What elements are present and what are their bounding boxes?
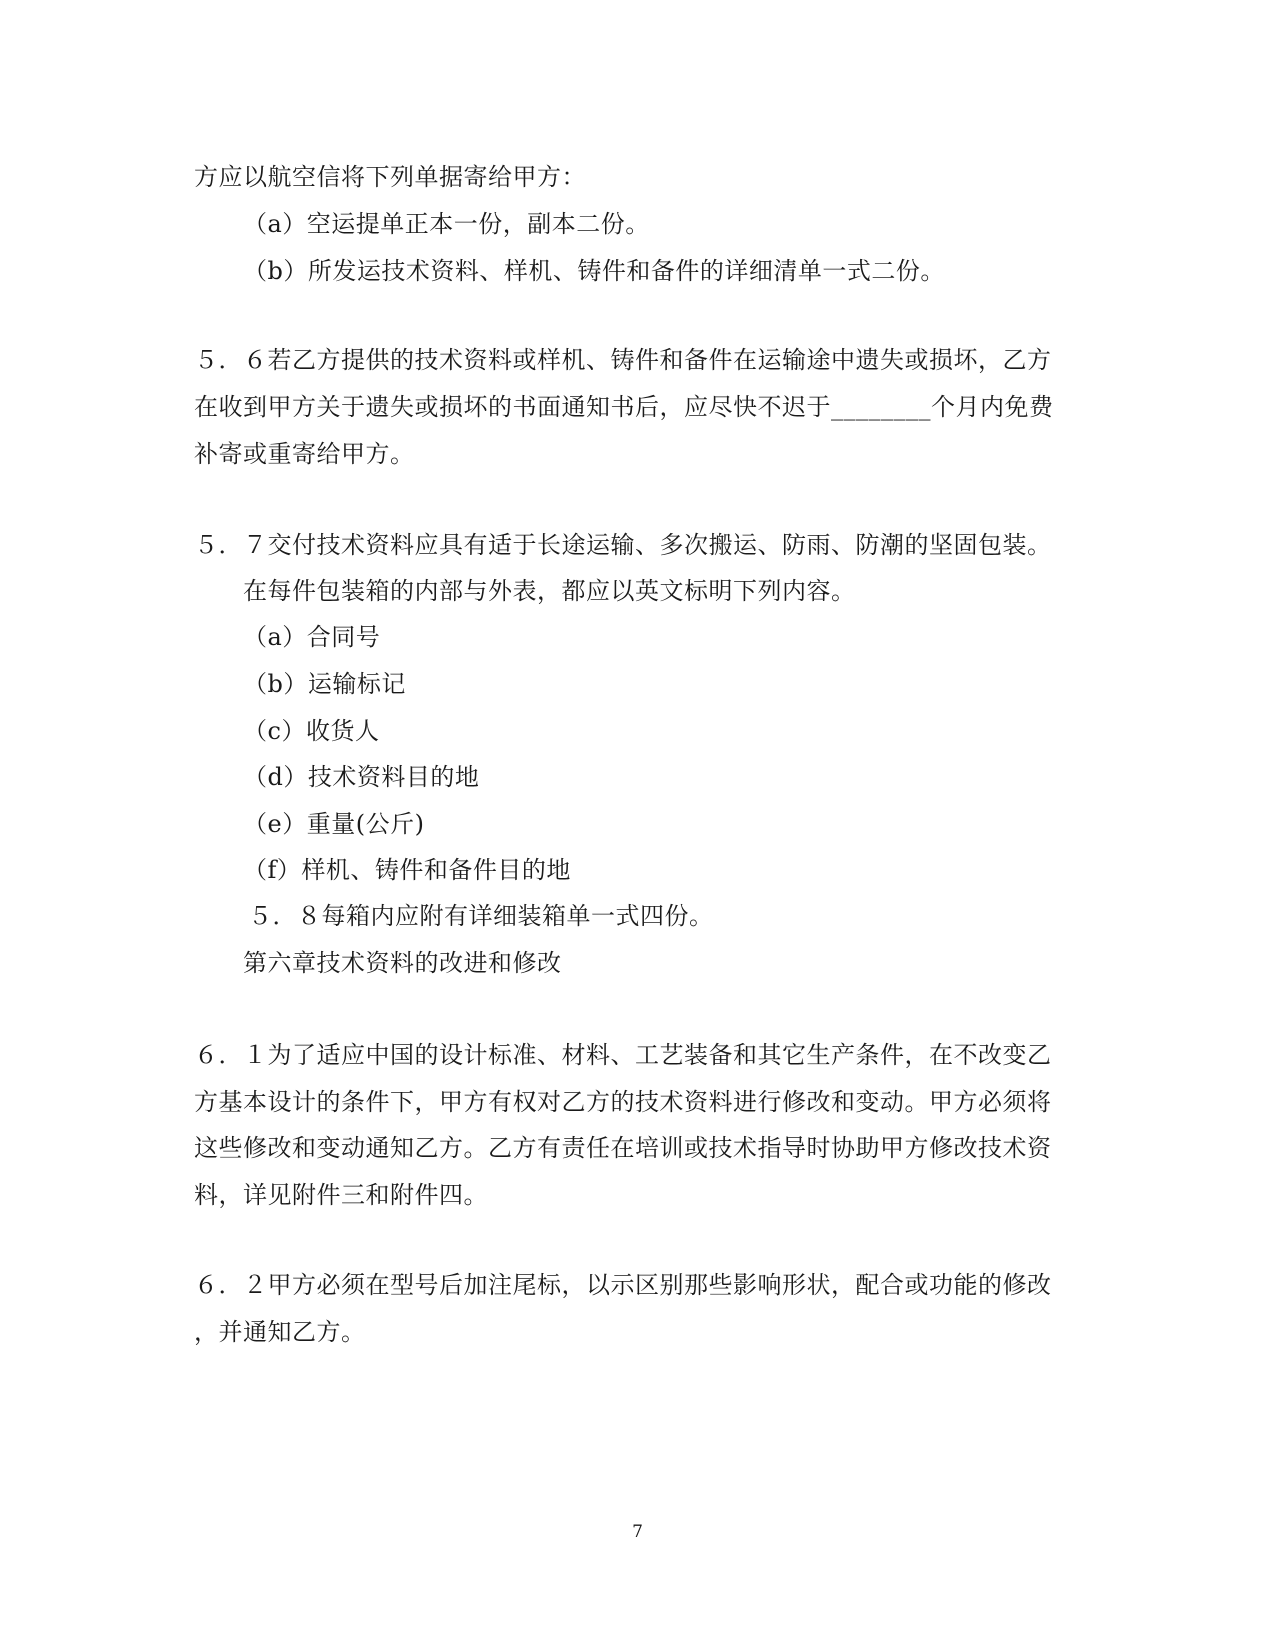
clause-5-8-line: ５．８每箱内应附有详细装箱单一式四份。 bbox=[248, 902, 714, 930]
clause-6-1-line: ６．１为了适应中国的设计标准、材料、工艺装备和其它生产条件，在不改变乙 bbox=[194, 1041, 1052, 1069]
clause-6-1-line: 这些修改和变动通知乙方。乙方有责任在培训或技术指导时协助甲方修改技术资 bbox=[194, 1134, 1052, 1162]
list-item-b: （b）运输标记 bbox=[243, 670, 406, 698]
clause-6-1-line: 方基本设计的条件下，甲方有权对乙方的技术资料进行修改和变动。甲方必须将 bbox=[194, 1088, 1052, 1116]
page-number: 7 bbox=[632, 1522, 643, 1542]
list-item-a: （a）合同号 bbox=[243, 623, 381, 651]
list-item-a: （a）空运提单正本一份，副本二份。 bbox=[243, 210, 650, 238]
clause-6-2-line: ６．２甲方必须在型号后加注尾标，以示区别那些影响形状，配合或功能的修改 bbox=[194, 1271, 1052, 1299]
clause-5-7-line: 在每件包装箱的内部与外表，都应以英文标明下列内容。 bbox=[243, 577, 856, 605]
clause-5-6-line: ５．６若乙方提供的技术资料或样机、铸件和备件在运输途中遗失或损坏，乙方 bbox=[194, 346, 1052, 374]
clause-6-1-line: 料，详见附件三和附件四。 bbox=[194, 1181, 488, 1209]
list-item-b: （b）所发运技术资料、样机、铸件和备件的详细清单一式二份。 bbox=[243, 257, 945, 285]
clause-5-7-line: ５．７交付技术资料应具有适于长途运输、多次搬运、防雨、防潮的坚固包装。 bbox=[194, 531, 1052, 559]
list-item-c: （c）收货人 bbox=[243, 717, 380, 745]
chapter-heading: 第六章技术资料的改进和修改 bbox=[243, 949, 562, 977]
list-item-d: （d）技术资料目的地 bbox=[243, 763, 480, 791]
clause-5-6-line: 在收到甲方关于遗失或损坏的书面通知书后，应尽快不迟于________个月内免费 bbox=[194, 393, 1054, 421]
clause-5-6-line: 补寄或重寄给甲方。 bbox=[194, 440, 415, 468]
text-line: 方应以航空信将下列单据寄给甲方： bbox=[194, 163, 586, 191]
list-item-f: （f）样机、铸件和备件目的地 bbox=[243, 856, 571, 884]
list-item-e: （e）重量(公斤) bbox=[243, 810, 425, 838]
clause-6-2-line: ，并通知乙方。 bbox=[194, 1318, 366, 1346]
